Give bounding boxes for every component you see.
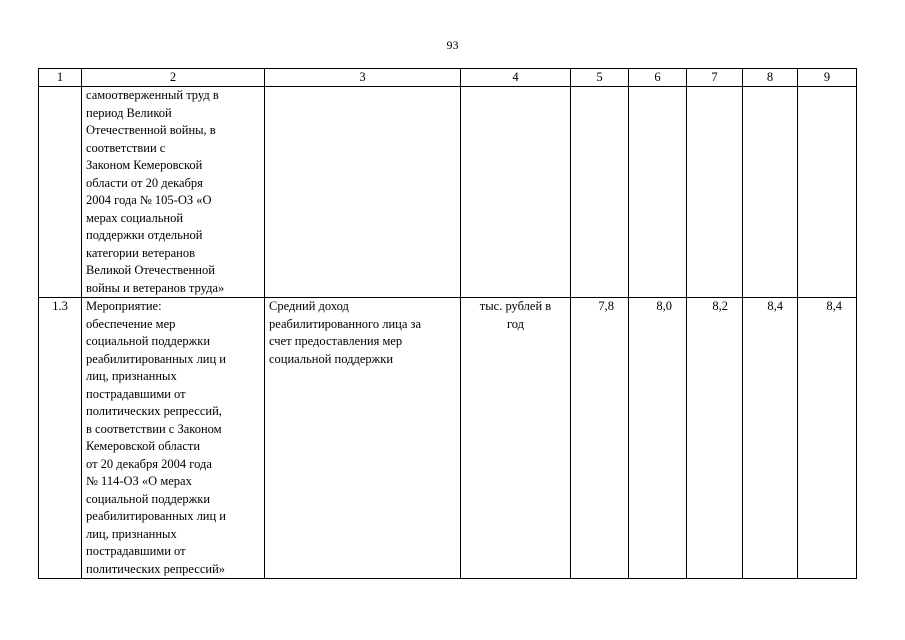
value-cell-7: [687, 87, 743, 298]
value-cell-9: 8,4: [798, 298, 857, 579]
header-cell-1: 1: [39, 69, 82, 87]
indicator-name-cell: [265, 87, 461, 298]
header-cell-4: 4: [461, 69, 571, 87]
value-cell-7: 8,2: [687, 298, 743, 579]
value-cell-5: 7,8: [571, 298, 629, 579]
header-cell-6: 6: [629, 69, 687, 87]
value-cell-6: 8,0: [629, 298, 687, 579]
value-cell-8: [743, 87, 798, 298]
table-row-1-3: [39, 298, 857, 579]
measure-name-cell: самоотверженный труд в период Великой Отечественной войны, в соответствии с Законом Кемеровской области от 20 декабря 2004 года № 105-ОЗ «О мерах социальной поддержки отдельной категории ветеранов Великой Отечественной войны и ветеранов труда»: [82, 87, 265, 298]
header-cell-8: 8: [743, 69, 798, 87]
value-cell-5: [571, 87, 629, 298]
page-number: 93: [446, 38, 459, 52]
header-cell-2: 2: [82, 69, 265, 87]
value-cell-8: 8,4: [743, 298, 798, 579]
header-cell-7: 7: [687, 69, 743, 87]
value-cell-9: [798, 87, 857, 298]
row-number-cell: [39, 87, 82, 298]
indicator-table: [38, 68, 857, 579]
header-cell-3: 3: [265, 69, 461, 87]
header-cell-9: 9: [798, 69, 857, 87]
table-row-continuation: [39, 87, 857, 298]
table-header-row: [39, 69, 857, 87]
unit-cell: [461, 87, 571, 298]
header-cell-5: 5: [571, 69, 629, 87]
row-number-cell: 1.3: [39, 298, 82, 579]
indicator-name-cell: Средний доход реабилитированного лица за счет предоставления мер социальной поддержки: [265, 298, 461, 579]
unit-cell: тыс. рублей в год: [461, 298, 571, 579]
value-cell-6: [629, 87, 687, 298]
measure-name-cell: Мероприятие: обеспечение мер социальной поддержки реабилитированных лиц и лиц, признанных пострадавшими от политических репрессий, в соответствии с Законом Кемеровской области от 20 декабря 2004 года № 114-ОЗ «О мерах социальной поддержки реабилитированных лиц и лиц, признанных пострадавшими от политических репрессий»: [82, 298, 265, 579]
